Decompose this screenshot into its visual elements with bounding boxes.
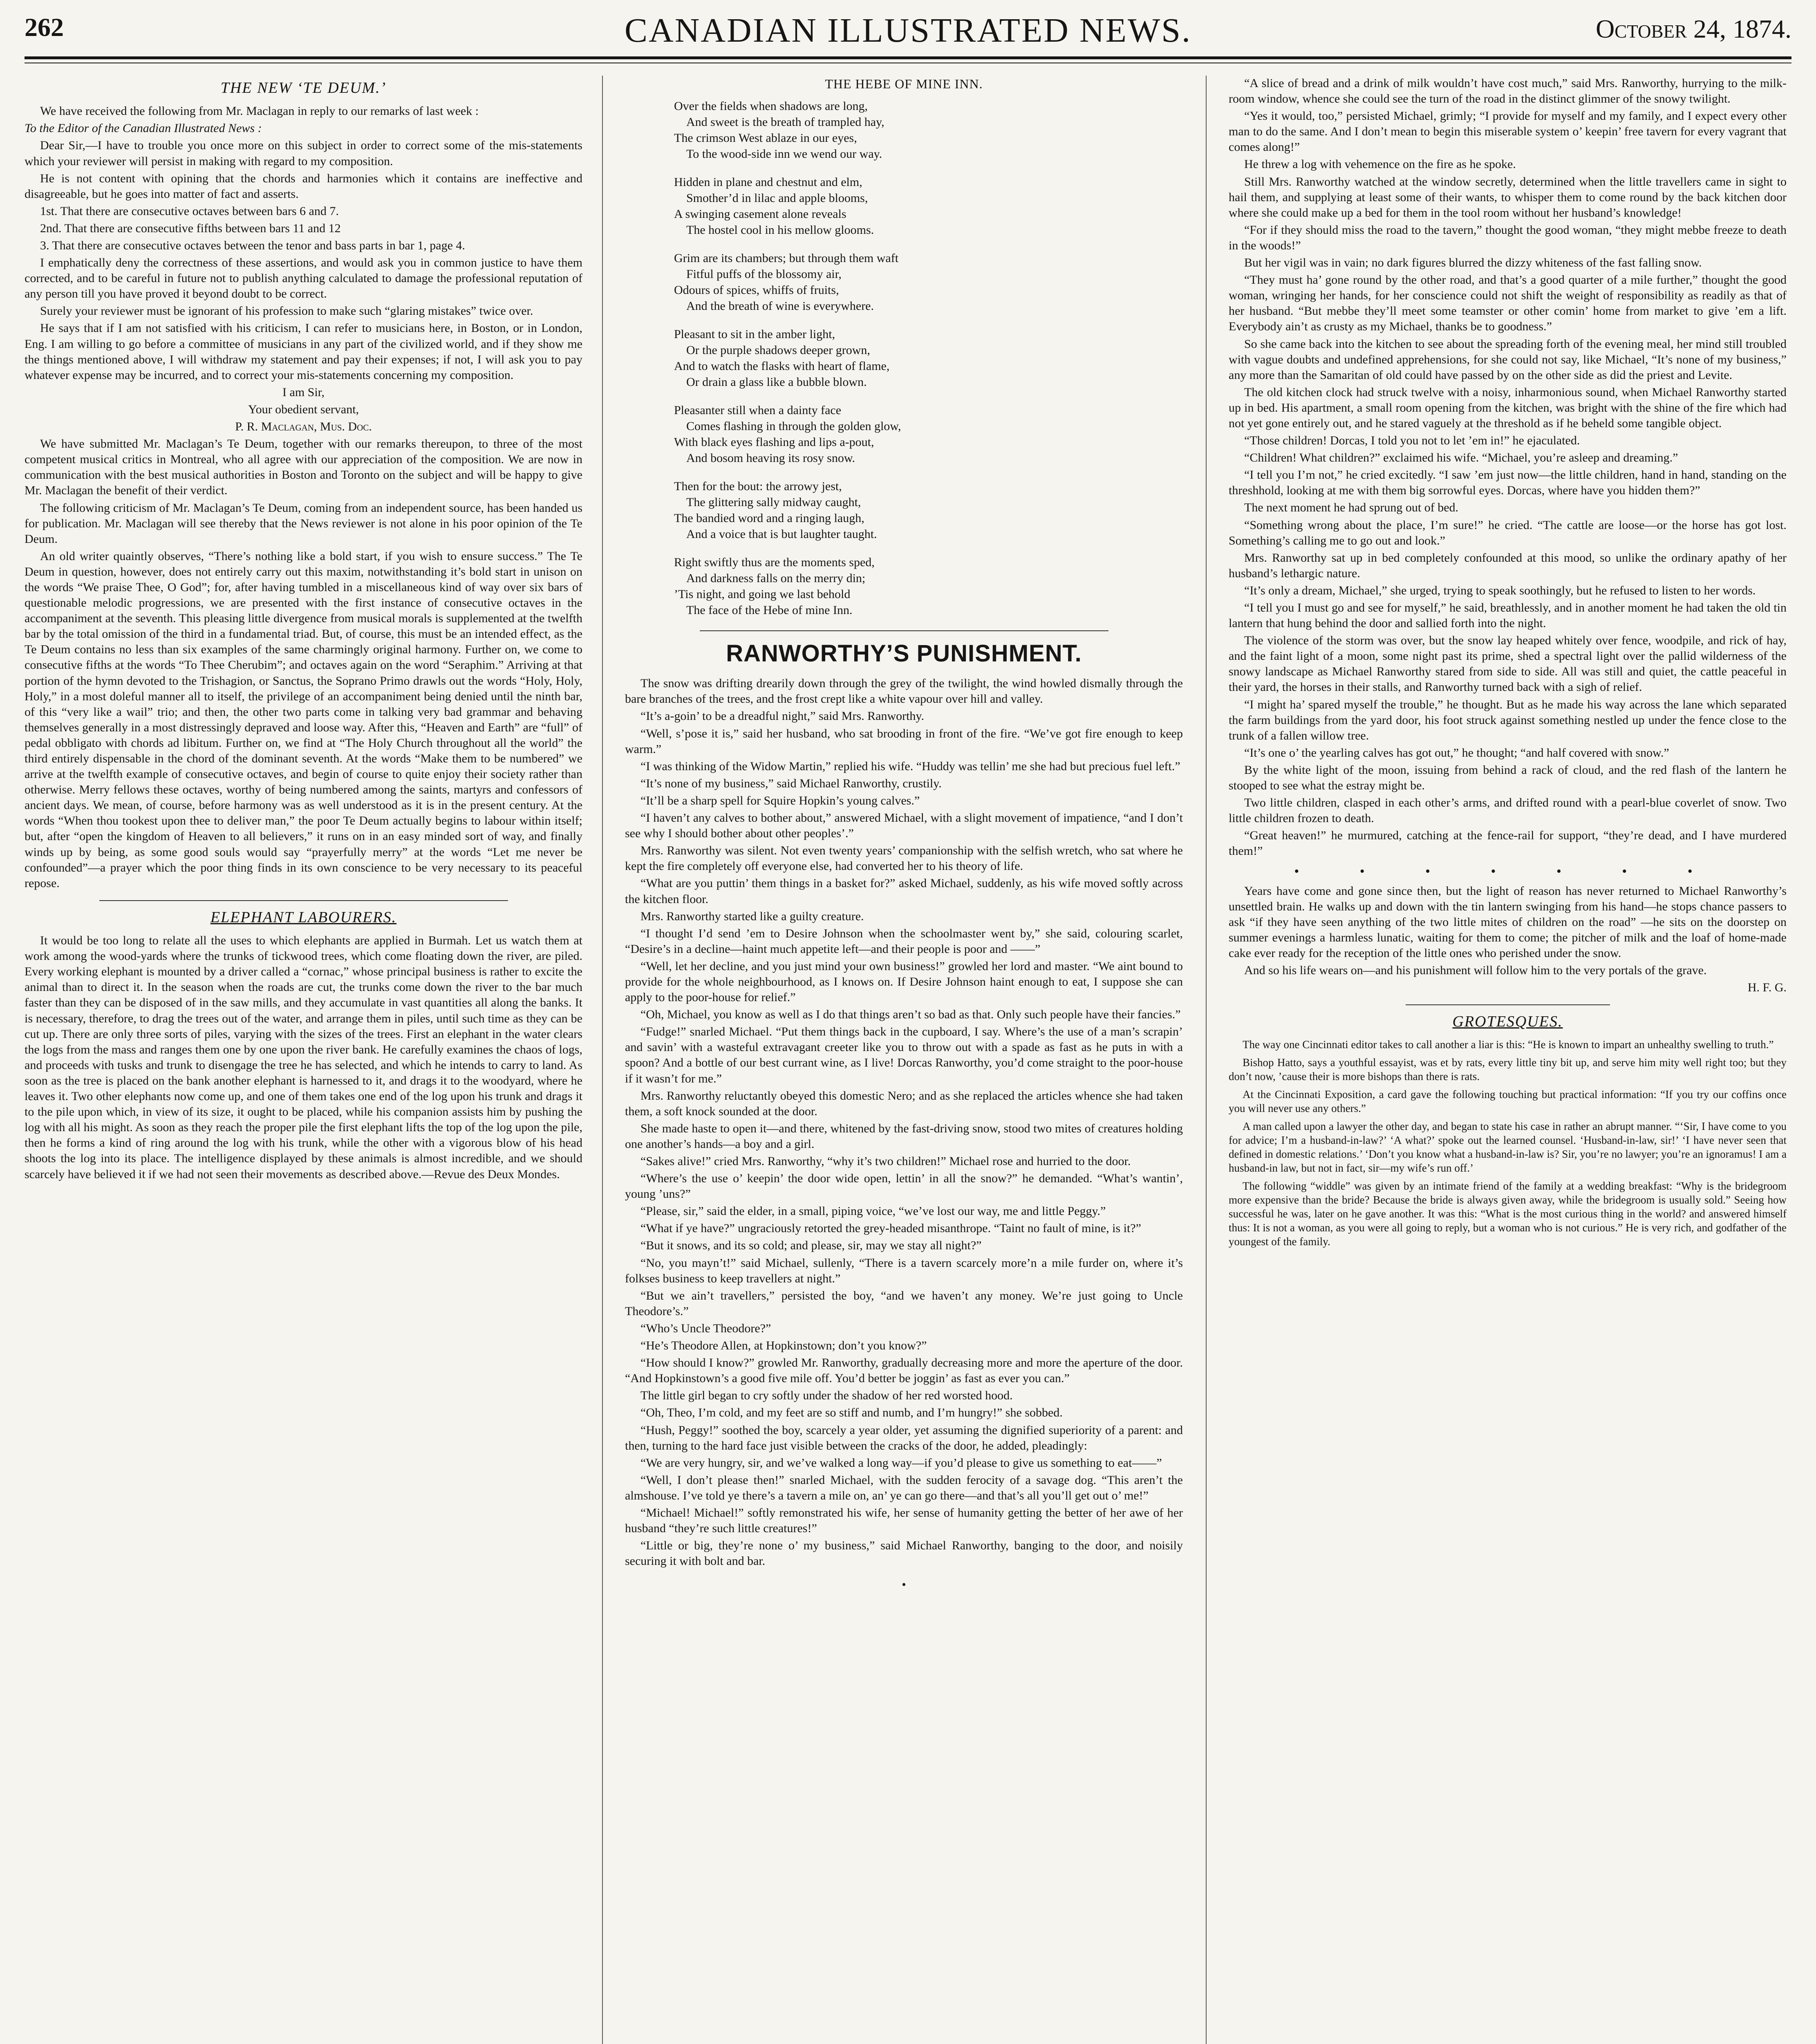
grotesques-body xyxy=(1229,1038,1787,1248)
paragraph: “Well, let her decline, and you just mind your own business!” growled her lord and master. “We aint bound to provide for the whole neighbourhood, as I knows on. If Desire Johnson haint enough to eat, I suppose she can apply to the poor-house for relief.” xyxy=(625,959,1183,1004)
poem-line: Smother’d in lilac and apple blooms, xyxy=(686,191,868,205)
masthead xyxy=(25,8,1791,69)
poem-stanza xyxy=(674,554,1183,618)
paragraph: “I might ha’ spared myself the trouble,” he thought. But as he made his way across the lane which separated the farm buildings from the yard door, his foot struck against something nestled up under the fence close to the trunk of a fallen willow tree. xyxy=(1229,697,1787,742)
poem-line: Comes flashing in through the golden glow, xyxy=(686,419,901,433)
paragraph: And so his life wears on—and his punishment will follow him to the very portals of the grave. xyxy=(1244,964,1707,977)
column-divider xyxy=(602,76,603,2044)
paragraph: “I tell you I’m not,” he cried excitedly. “I saw ’em just now—the little children, hand in hand, standing on the threshhold, looking at me with them big sorrowful eyes. Dorcas, where have you hidden them?” xyxy=(1229,468,1787,498)
paragraph: The way one Cincinnati editor takes to call another a liar is this: “He is known to impart an unhealthy swelling to truth.” xyxy=(1243,1038,1774,1051)
paragraph: Mrs. Ranworthy sat up in bed completely confounded at this mood, so unlike the ordinary apathy of her husband’s lethargic nature. xyxy=(1229,551,1787,580)
paragraph: Dear Sir,—I have to trouble you once more on this subject in order to correct some of the mis-statements which your reviewer will persist in making with regard to my composition. xyxy=(25,139,582,168)
paragraph: He says that if I am not satisfied with his criticism, I can refer to musicians here, in Boston, or in London, Eng. I am willing to go before a committee of musicians in any part of the civilized world, and if they show me the things mentioned above, I will withdraw my statement and pay their expenses; if not, I will ask you to pay whatever expense may be incurred, and to correct your mis-statements concerning my composition. xyxy=(25,321,582,382)
paragraph: “Where’s the use o’ keepin’ the door wide open, lettin’ in all the snow?” he demanded. “What’s wantin’, young ’uns?” xyxy=(625,1172,1183,1201)
paragraph: “Well, s’pose it is,” said her husband, who sat brooding in front of the fire. “We’ve got fire enough to keep warm.” xyxy=(625,726,1183,756)
section-separator xyxy=(1406,1004,1610,1005)
article-heading-grotesques: GROTESQUES. xyxy=(1452,1013,1563,1031)
paragraph: The next moment he had sprung out of bed. xyxy=(1244,501,1459,515)
column-1 xyxy=(25,76,582,2044)
paragraph: “Those children! Dorcas, I told you not to let ’em in!” he ejaculated. xyxy=(1244,434,1580,448)
paragraph: Bishop Hatto, says a youthful essayist, was et by rats, every little tiny bit up, and serve him mity well right too; but they don’t now, ’cause their is more bishops than there is rats. xyxy=(1229,1056,1787,1083)
paragraph: “We are very hungry, sir, and we’ve walked a long way—if you’d please to give us something to eat——” xyxy=(640,1456,1162,1470)
poem-line: Hidden in plane and chestnut and elm, xyxy=(674,175,862,189)
paragraph: “A slice of bread and a drink of milk wouldn’t have cost much,” said Mrs. Ranworthy, hurrying to the milk-room window, whence she could see the turn of the road in the distinct glimmer of the snowy twilight. xyxy=(1229,76,1787,106)
page-number: 262 xyxy=(25,13,64,42)
paragraph: “Hush, Peggy!” soothed the boy, scarcely a year older, yet assuming the dignified superiority of a parent: and then, turning to the hard face just visible between the cracks of the door, he added, pleadingly: xyxy=(625,1423,1183,1452)
paragraph: The following “widdle” was given by an intimate friend of the family at a wedding breakfast: “Why is the bridegroom more expensive than the bride? Because the bride is always given away, while the bridegroom is usually sold.” Seeing how successful he was, later on he gave another. It was this: “What is the most curious thing in the world? and answered himself thus: It is not a woman, as you were all going to reply, but a woman who is not curious.” He is very rich, and godfather of the youngest of the family. xyxy=(1229,1179,1787,1248)
paragraph: 1st. That there are consecutive octaves between bars 6 and 7. xyxy=(40,204,339,218)
poem-stanza xyxy=(674,478,1183,542)
letter-signature: P. R. Maclagan, Mus. Doc. xyxy=(235,420,372,434)
issue-date: October 24, 1874. xyxy=(1596,14,1791,43)
paragraph: “They must ha’ gone round by the other road, and that’s a good quarter of a mile further,” thought the good woman, wringing her hands, for her conscience could not shift the weight of responsibility as readily as that of her husband. “But mebbe they’ll meet some teamster or other comin’ home from market to give ’em a lift. Everybody ain’t as crusty as my Michael, thanks be to goodness.” xyxy=(1229,273,1787,334)
paragraph: We have submitted Mr. Maclagan’s Te Deum, together with our remarks thereupon, to three of the most competent musical critics in Montreal, who all agree with our appreciation of the composition. We are now in communication with the best musical authorities in Boston and Toronto on the subject and will be happy to give Mr. Maclagan the benefit of their verdict. xyxy=(25,437,582,498)
poem-line: Right swiftly thus are the moments sped, xyxy=(674,555,875,569)
paragraph: “I thought I’d send ’em to Desire Johnson when the schoolmaster went by,” she said, colouring scarlet, “Desire’s in a decline—haint much appetite left—and their people is poor and ——” xyxy=(625,926,1183,956)
section-break-dots: • • • • • • • xyxy=(1294,863,1721,879)
paragraph: “Michael! Michael!” softly remonstrated his wife, her sense of humanity getting the better of her awe of her husband “they’re such little creatures!” xyxy=(625,1506,1183,1535)
poem-line: The glittering sally midway caught, xyxy=(686,495,861,509)
paragraph: A man called upon a lawyer the other day, and began to state his case in rather an abrupt manner. “‘Sir, I have come to you for advice; I’m a husband-in-law?’ ‘A what?’ spoke out the learned counsel. ‘Husband-in-law, sir!’ ‘I have never seen that defined in domestic relations.’ ‘Don’t you know what a husband-in-law is? Sir, you’re no lawyer; you’re an ignoramus! I am a husband-in law, but not in fact, sir—my wife’s run off.’ xyxy=(1229,1120,1787,1174)
article-heading-elephants: ELEPHANT LABOURERS. xyxy=(210,908,397,926)
paragraph: “He’s Theodore Allen, at Hopkinstown; don’t you know?” xyxy=(640,1339,927,1353)
paragraph: “It’s a-goin’ to be a dreadful night,” said Mrs. Ranworthy. xyxy=(640,709,924,723)
poem-line: Pleasanter still when a dainty face xyxy=(674,403,842,417)
poem-line: And bosom heaving its rosy snow. xyxy=(686,451,855,465)
masthead-rule-thick xyxy=(25,56,1791,59)
paragraph: “Something wrong about the place, I’m sure!” he cried. “The cattle are loose—or the horse has got lost. Something’s calling me to go out and look.” xyxy=(1229,518,1787,547)
paragraph: At the Cincinnati Exposition, a card gave the following touching but practical information: “If you try our coffins once you will never use any others.” xyxy=(1229,1088,1787,1114)
poem-line: And the breath of wine is everywhere. xyxy=(686,299,874,313)
paragraph: “I tell you I must go and see for myself,” he said, breathlessly, and in another moment he had taken the old tin lantern that hung behind the door and sallied forth into the night. xyxy=(1229,601,1787,630)
paragraph: “Little or big, they’re none o’ my business,” said Michael Ranworthy, banging to the door, and noisily securing it with bolt and bar. xyxy=(625,1539,1183,1568)
paragraph: An old writer quaintly observes, “There’s nothing like a bold start, if you wish to ensure success.” The Te Deum in question, however, does not entirely carry out this maxim, notwithstanding it’s bold start in unison on the words “We praise Thee, O God”; for, after having tumbled in a miscellaneous kind of way over six bars of questionable melodic progressions, we are presented with the first instance of consecutive octaves in the accompaniment at the seventh. This pleasing little divergence from musical morals is supplemented at the twelfth bar by the total omission of the third in a fundamental triad. But, of course, this must be an intended effect, as the Te Deum contains no less than six examples of the same charmingly original harmony. Further on, we come to consecutive fifths at the words “To Thee Cherubim”; and octaves again on the word “Seraphim.” Arriving at that portion of the hymn devoted to the Trishagion, or Sanctus, the Soprano Primo drawls out the words “Holy, Holy, Holy,” in a most doleful manner all to itself, the privilege of an accompaniment being denied until the ninth bar, of this “very like a wail” trio; and then, the other two parts come in talking very bad grammar and behaving themselves generally in a most distressingly depraved and loose way. After this, “Heaven and Earth” are “full” of pedal obbligato with chords ad libitum. Further on, we find at “The Holy Church throughout all the world” the third entirely dispensable in the chord of the dominant seventh. At the words “Make them to be numbered” we arrive at the twelfth example of consecutive octaves, and begin of course to quite enjoy their society rather than otherwise. Merry fellows these octaves, worthy of being numbered among the saints, martyrs and confessors of ancient days. We mean, of course, before harmony was as well understood as it is in the present century. At the words “When thou tookest upon thee to deliver man,” the poor Te Deum actually begins to labour within itself; but, after “open the kingdom of Heaven to all believers,” it runs on in an easy minded sort of way, and finally winds up by being, as some good souls would say “prayerfully merry” at the words “Let me never be confounded”—a prayer which the poor thing finds in its own conscience to be very necessary to its peaceful repose. xyxy=(25,549,582,890)
paragraph: “How should I know?” growled Mr. Ranworthy, gradually decreasing more and more the aperture of the door. “And Hopkinstown’s a good five mile off. You’d better be joggin’ as fast as ever you can.” xyxy=(625,1356,1183,1385)
paragraph: “But we ain’t travellers,” persisted the boy, “and we haven’t any money. We’re just going to Uncle Theodore’s.” xyxy=(625,1289,1183,1318)
article-heading-te-deum: THE NEW ‘TE DEUM.’ xyxy=(220,79,387,96)
poem-line: Odours of spices, whiffs of fruits, xyxy=(674,283,839,297)
paragraph: Two little children, clasped in each other’s arms, and drifted round with a pearl-blue coverlet of snow. Two little children frozen to death. xyxy=(1229,796,1787,825)
paragraph: “Sakes alive!” cried Mrs. Ranworthy, “why it’s two children!” Michael rose and hurried to the door. xyxy=(640,1154,1131,1168)
poem-stanza xyxy=(674,98,1183,162)
paragraph: Mrs. Ranworthy was silent. Not even twenty years’ companionship with the selfish wretch, who sat where he kept the fire completely off everyone else, had converted her to his theory of life. xyxy=(625,844,1183,873)
paragraph: “Please, sir,” said the elder, in a small, piping voice, “we’ve lost our way, me and little Peggy.” xyxy=(640,1204,1106,1218)
paragraph: “It’s none of my business,” said Michael Ranworthy, crustily. xyxy=(640,776,942,790)
paragraph: The violence of the storm was over, but the snow lay heaped whitely over fence, woodpile, and rick of hay, and the faint light of a moon, some night past its prime, shed a spectral light over the pallid wilderness of the snowy landscape as Michael Ranworthy stared from side to side. All was still and quiet, the cattle peaceful in their yard, the horses in their stalls, and Ranworthy turned back with a sigh of relief. xyxy=(1229,634,1787,694)
paragraph: We have received the following from Mr. Maclagan in reply to our remarks of last week : xyxy=(40,104,479,118)
paragraph: “It’s only a dream, Michael,” she urged, trying to speak soothingly, but he refused to listen to her words. xyxy=(1244,583,1756,597)
paragraph: So she came back into the kitchen to see about the spreading forth of the evening meal, her mind still troubled with vague doubts and undefined apprehensions, for she could not say, like Michael, “It’s none of my business,” any more than the Samaritan of old could have passed by on the other side as did the priest and Levite. xyxy=(1229,337,1787,382)
poem-line: The bandied word and a ringing laugh, xyxy=(674,511,864,525)
paragraph: “Oh, Michael, you know as well as I do that things aren’t so bad as that. Only such people have their fancies.” xyxy=(640,1008,1181,1022)
poem-line: Or the purple shadows deeper grown, xyxy=(686,343,870,357)
poem-stanza xyxy=(674,402,1183,466)
author-signature: H. F. G. xyxy=(1747,981,1787,995)
poem-line: And to watch the flasks with heart of flame, xyxy=(674,359,890,373)
paragraph: “I haven’t any calves to bother about,” answered Michael, with a slight movement of impatience, “and I don’t see why I should bother about other peoples’.” xyxy=(625,811,1183,840)
poem-line: The crimson West ablaze in our eyes, xyxy=(674,131,857,145)
paragraph: The little girl began to cry softly under the shadow of her red worsted hood. xyxy=(640,1389,1013,1403)
paragraph: 2nd. That there are consecutive fifths between bars 11 and 12 xyxy=(40,221,341,235)
section-separator xyxy=(99,900,508,901)
paragraph: “Fudge!” snarled Michael. “Put them things back in the cupboard, I say. Where’s the use of a man’s scrapin’ and savin’ with a wasteful extravagant creeter like you to throw out with a spade as fast as he puts in with a spoon? And a bottle of our best currant wine, as I live! Dorcas Ranworthy, you’d come straight to the poor-house if it wasn’t for me.” xyxy=(625,1025,1183,1085)
poem-stanza xyxy=(674,326,1183,390)
newspaper-page xyxy=(25,8,1791,2044)
section-separator xyxy=(700,630,1108,631)
poem-stanza xyxy=(674,174,1183,238)
poem-line: Or drain a glass like a bubble blown. xyxy=(686,375,867,389)
paragraph: “What if ye have?” ungraciously retorted the grey-headed misanthrope. “Taint no fault of mine, is it?” xyxy=(640,1221,1141,1235)
newspaper-title: CANADIAN ILLUSTRATED NEWS. xyxy=(625,11,1191,49)
paragraph: “Great heaven!” he murmured, catching at the fence-rail for support, “they’re dead, and I have murdered them!” xyxy=(1229,829,1787,858)
poem-line: To the wood-side inn we wend our way. xyxy=(686,147,882,161)
poem-line: Over the fields when shadows are long, xyxy=(674,99,868,113)
paragraph: By the white light of the moon, issuing from behind a rack of cloud, and the red flash of the lantern he stooped to see what the estray might be. xyxy=(1229,763,1787,793)
paragraph: “What are you puttin’ them things in a basket for?” asked Michael, suddenly, as his wife moved softly across the kitchen floor. xyxy=(625,876,1183,906)
poem-line: And a voice that is but laughter taught. xyxy=(686,527,877,541)
poem-line: Grim are its chambers; but through them waft xyxy=(674,251,899,265)
column-divider xyxy=(1206,76,1207,2044)
letter-valediction: Your obedient servant, xyxy=(248,402,359,416)
column-3 xyxy=(1229,76,1787,2044)
paragraph: The snow was drifting drearily down through the grey of the twilight, the wind howled dismally through the bare branches of the trees, and the frost crept like a white vapour over hill and valley. xyxy=(625,677,1183,706)
paragraph: But her vigil was in vain; no dark figures blurred the dizzy whiteness of the fast falling snow. xyxy=(1244,256,1702,270)
paragraph: Years have come and gone since then, but the light of reason has never returned to Michael Ranworthy’s unsettled brain. He walks up and down with the tin lantern swinging from his hand—he stops chance passers to ask “if they have seen anything of the two little mites of children on the road” —he sits on the doorstep on summer evenings a harmless lunatic, waiting for them to come; the pitcher of milk and the loaf of home-made cake ever ready for the reception of the little ones who perished under the snow. xyxy=(1229,884,1787,960)
paragraph: The old kitchen clock had struck twelve with a noisy, inharmonious sound, when Michael Ranworthy started up in bed. His apartment, a small room opening from the kitchen, was bright with the shine of the fire which had not yet gone entirely out, and he stared vaguely at the threshold as if he beheld some tangible object. xyxy=(1229,385,1787,430)
paragraph: “Yes it would, too,” persisted Michael, grimly; “I provide for myself and my family, and I expect every other man to do the same. And I don’t mean to begin this miserable system o’ keepin’ free tavern for every vagrant that comes along!” xyxy=(1229,109,1787,154)
poem-line: Then for the bout: the arrowy jest, xyxy=(674,479,842,493)
paragraph: He threw a log with vehemence on the fire as he spoke. xyxy=(1244,157,1516,171)
paragraph: She made haste to open it—and there, whitened by the fast-driving snow, stood two mites of creatures holding one another’s hands—a boy and a girl. xyxy=(625,1121,1183,1151)
paragraph: Mrs. Ranworthy started like a guilty creature. xyxy=(640,909,864,923)
paragraph: Surely your reviewer must be ignorant of his profession to make such “glaring mistakes” twice over. xyxy=(40,304,533,318)
paragraph: “No, you mayn’t!” said Michael, sullenly, “There is a tavern scarcely more’n a mile furder on, where it’s folkses business to keep travellers at night.” xyxy=(625,1256,1183,1285)
paragraph: The following criticism of Mr. Maclagan’s Te Deum, coming from an independent source, has been handed us for publication. Mr. Maclagan will see thereby that the News reviewer is not alone in his poor opinion of the Te Deum. xyxy=(25,501,582,546)
paragraph: “Children! What children?” exclaimed his wife. “Michael, you’re asleep and dreaming.” xyxy=(1244,451,1678,465)
paragraph: He is not content with opining that the chords and harmonies which it contains are ineffective and disagreeable, but he goes into matter of fact and asserts. xyxy=(25,171,582,201)
article-heading-story: RANWORTHY’S PUNISHMENT. xyxy=(726,640,1082,667)
paragraph: “It’ll be a sharp spell for Squire Hopkin’s young calves.” xyxy=(640,793,920,807)
poem-line: And sweet is the breath of trampled hay, xyxy=(686,115,884,129)
poem-stanza xyxy=(674,250,1183,314)
poem-line: ’Tis night, and going we last behold xyxy=(674,587,851,601)
paragraph: “It’s one o’ the yearling calves has got out,” he thought; “and half covered with snow.” xyxy=(1244,746,1669,760)
letter-salutation: To the Editor of the Canadian Illustrated News : xyxy=(25,121,262,135)
poem-line: And darkness falls on the merry din; xyxy=(686,571,866,585)
paragraph: Mrs. Ranworthy reluctantly obeyed this domestic Nero; and as she replaced the articles whence she had taken them, a soft knock sounded at the door. xyxy=(625,1089,1183,1118)
paragraph: I emphatically deny the correctness of these assertions, and would ask you in common justice to have them corrected, and to be careful in future not to publish anything calculated to damage the professional reputation of any person till you have proved it beyond doubt to be correct. xyxy=(25,256,582,301)
poem-title: THE HEBE OF MINE INN. xyxy=(825,76,983,91)
poem-line: Pleasant to sit in the amber light, xyxy=(674,327,835,341)
paragraph: “Well, I don’t please then!” snarled Michael, with the sudden ferocity of a savage dog. “This aren’t the almshouse. I’ve told ye there’s a tavern a mile on, an’ ye can go there—and that’s all you’ll get out o’ me!” xyxy=(625,1473,1183,1502)
letter-closing: I am Sir, xyxy=(282,385,325,399)
paragraph: It would be too long to relate all the uses to which elephants are applied in Burmah. Let us watch them at work among the wood-yards where the trunks of tickwood trees, which come floating down the river, are piled. Every working elephant is mounted by a driver called a “cornac,” whose principal business is rather to excite the animal than to direct it. In the season when the roads are cut, the trunks come down the river to the bar much faster than they can be disposed of in the saw mills, and they accumulate in vast quantities all along the banks. It is necessary, therefore, to drag the trees out of the water, and arrange them in piles, until such time as they can be cut up. There are only three sorts of piles, varying with the sizes of the trees. First an elephant in the water clears the logs from the mass and ranges them one by one upon the river bank. He carefully examines the chaos of logs, and proceeds with tusks and trunk to disengage the tree he has selected, and which he intends to carry to land. As soon as the tree is placed on the bank another elephant is harnessed to it, and drags it to the woodyard, where he leaves it. Two other elephants now come up, and one of them takes one end of the log upon his trunk and drags it to the pile upon which, in view of its size, it ought to be placed, while his companion assists him by pushing the log with all his might. As soon as they reach the proper pile the first elephant lifts the top of the log upon the pile, then he forms a kind of ring around the log with his trunk, while the other with a vigorous blow of his head shoots the log into its place. The intelligence displayed by these animals is almost incredible, and we should scarcely have believed it if we had not seen their movements as described above.—Revue des Deux Mondes. xyxy=(25,934,582,1181)
paragraph: “But it snows, and its so cold; and please, sir, may we stay all night?” xyxy=(640,1239,982,1253)
poem-line: The face of the Hebe of mine Inn. xyxy=(686,603,853,617)
column-2 xyxy=(625,76,1183,2044)
paragraph: “For if they should miss the road to the tavern,” thought the good woman, “they might mebbe freeze to death in the woods!” xyxy=(1229,223,1787,252)
poem-line: A swinging casement alone reveals xyxy=(674,207,846,221)
paragraph: “Who’s Uncle Theodore?” xyxy=(640,1321,771,1335)
end-mark: • xyxy=(902,1578,906,1592)
paragraph: Still Mrs. Ranworthy watched at the window secretly, determined when the little travellers came in sight to hail them, and supplying at least some of their wants, to whisper them to come round by the back kitchen door where she could make up a bed for them in the tool room without her husband’s knowledge! xyxy=(1229,175,1787,220)
paragraph: “I was thinking of the Widow Martin,” replied his wife. “Huddy was tellin’ me she had but precious fuel left.” xyxy=(640,759,1180,773)
paragraph: “Oh, Theo, I’m cold, and my feet are so stiff and numb, and I’m hungry!” she sobbed. xyxy=(640,1406,1063,1420)
poem-line: The hostel cool in his mellow glooms. xyxy=(686,223,874,237)
poem-line: Fitful puffs of the blossomy air, xyxy=(686,267,842,281)
paragraph: 3. That there are consecutive octaves between the tenor and bass parts in bar 1, page 4. xyxy=(40,239,465,252)
poem-line: With black eyes flashing and lips a-pout, xyxy=(674,435,874,449)
